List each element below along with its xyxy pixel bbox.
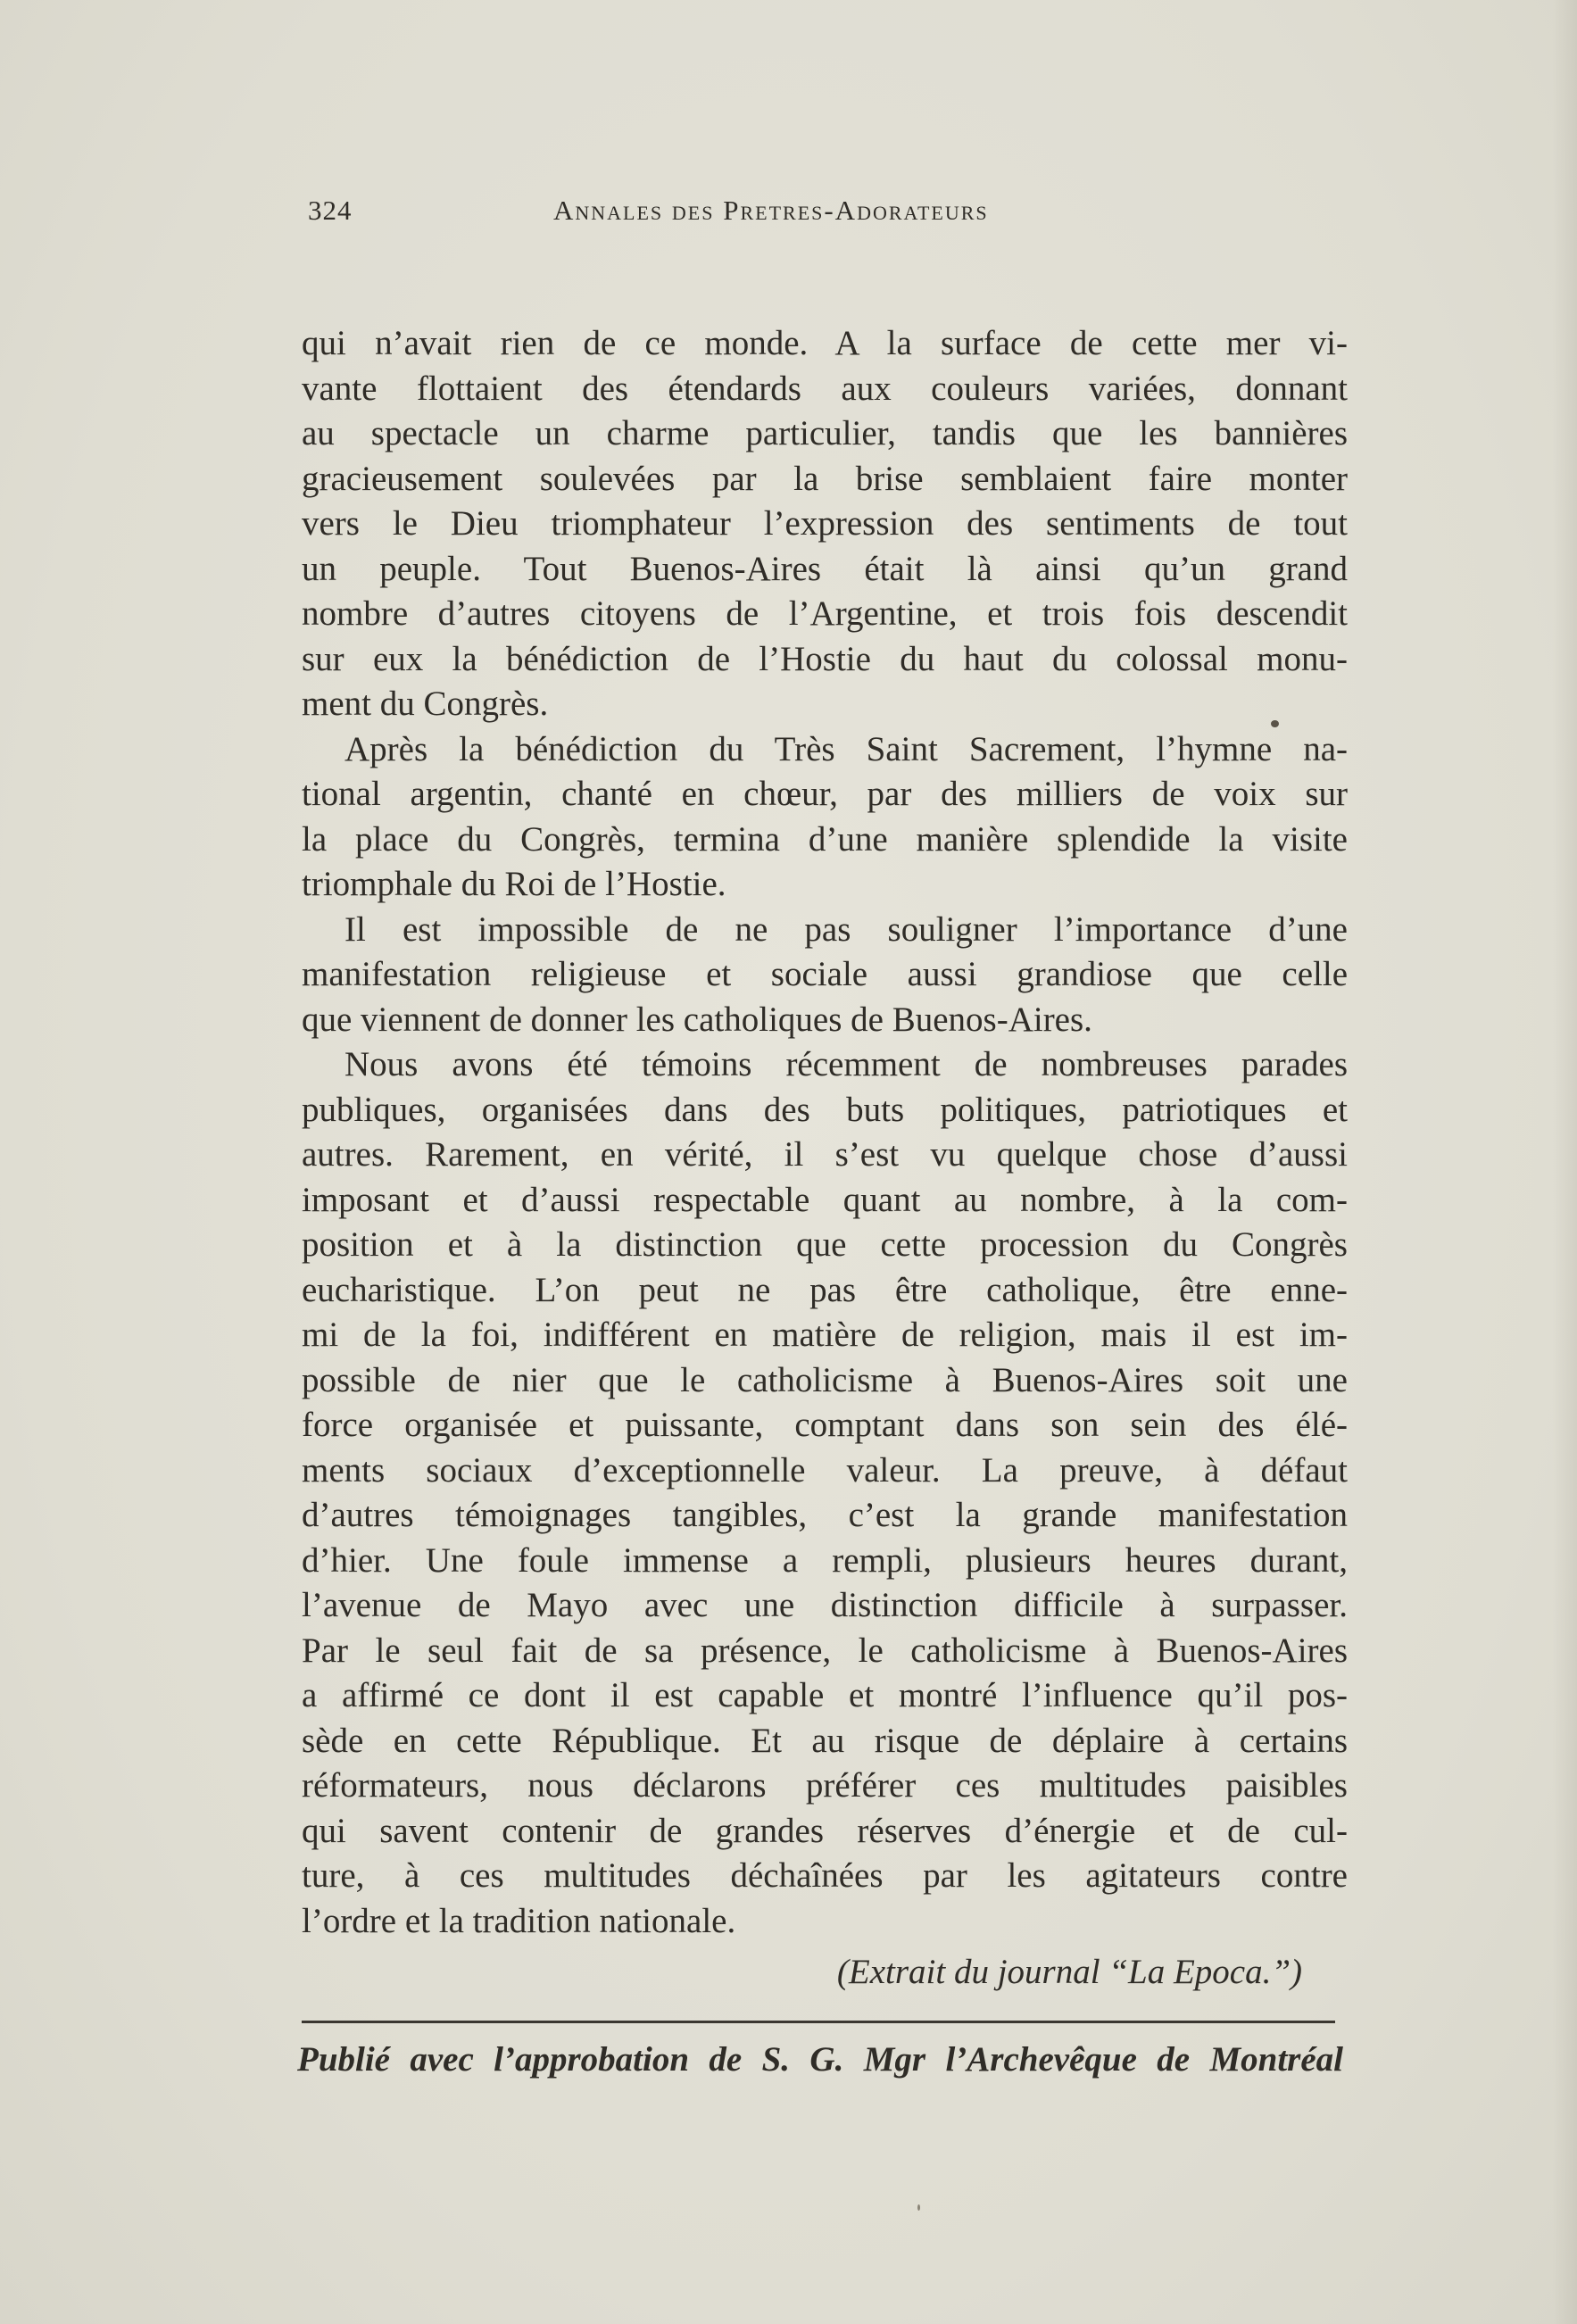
article-body <box>302 321 1348 1944</box>
running-header <box>308 191 1093 230</box>
footer-rule <box>302 2021 1335 2023</box>
text-line: possible de nier que le catholicisme à Buenos-Aires soit une <box>302 1360 1348 1399</box>
text-line: force organisée et puissante, comptant dans son sein des élé- <box>302 1406 1348 1444</box>
text-line: imposant et d’aussi respectable quant au nombre, à la com- <box>302 1180 1348 1219</box>
text-line: qui savent contenir de grandes réserves d’énergie et de cul- <box>302 1811 1348 1850</box>
text-line: vers le Dieu triomphateur l’expression des sentiments de tout <box>302 504 1348 543</box>
text-line: d’autres témoignages tangibles, c’est la grande manifestation <box>302 1496 1348 1534</box>
text-line: qui n’avait rien de ce monde. A la surface de cette mer vi- <box>302 324 1348 362</box>
text-line: Nous avons été témoins récemment de nombreuses parades <box>344 1045 1348 1083</box>
paragraph <box>302 1042 1348 1944</box>
text-line: l’avenue de Mayo avec une distinction difficile à surpasser. <box>302 1586 1348 1624</box>
text-line: sède en cette République. Et au risque de déplaire à certains <box>302 1721 1348 1760</box>
page-number: 324 <box>308 195 353 226</box>
text-line: d’hier. Une foule immense a rempli, plusieurs heures durant, <box>302 1540 1348 1580</box>
text-line: que viennent de donner les catholiques de Buenos-Aires. <box>302 1000 1092 1039</box>
text-line: position et à la distinction que cette procession du Congrès <box>302 1225 1348 1264</box>
text-line: sur eux la bénédiction de l’Hostie du haut du colossal monu- <box>302 639 1348 678</box>
paragraph <box>302 727 1348 908</box>
page-edge-shadow <box>1552 0 1577 2324</box>
text-line: nombre d’autres citoyens de l’Argentine, et trois fois descendit <box>302 594 1348 633</box>
ink-speck <box>917 2204 920 2211</box>
text-line: ments sociaux d’exceptionnelle valeur. La preuve, à défaut <box>302 1450 1348 1490</box>
text-line: la place du Congrès, termina d’une manière splendide la visite <box>302 819 1348 859</box>
text-line: gracieusement soulevées par la brise semblaient faire monter <box>302 459 1348 498</box>
text-line: manifestation religieuse et sociale aussi grandiose que celle <box>302 955 1348 993</box>
text-line: eucharistique. L’on peut ne pas être catholique, être enne- <box>302 1270 1348 1309</box>
text-line: Par le seul fait de sa présence, le catholicisme à Buenos-Aires <box>302 1631 1348 1670</box>
paragraph <box>302 321 1348 727</box>
text-line: tional argentin, chanté en chœur, par des milliers de voix sur <box>302 775 1348 813</box>
text-line: vante flottaient des étendards aux couleurs variées, donnant <box>302 369 1348 408</box>
running-title: Annales des Pretres-Adorateurs <box>553 195 989 226</box>
text-line: ment du Congrès. <box>302 685 549 723</box>
imprimatur-line: Publié avec l’approbation de S. G. Mgr l’Archevêque de Montréal <box>297 2040 1343 2079</box>
text-line: un peuple. Tout Buenos-Aires était là ainsi qu’un grand <box>302 549 1348 588</box>
text-line: publiques, organisées dans des buts politiques, patriotiques et <box>302 1090 1348 1129</box>
source-citation: (Extrait du journal “La Epoca.”) <box>836 1953 1302 1991</box>
text-line: ture, à ces multitudes déchaînées par les agitateurs contre <box>302 1856 1348 1895</box>
text-line: mi de la foi, indifférent en matière de religion, mais il est im- <box>302 1316 1348 1354</box>
text-line: l’ordre et la tradition nationale. <box>302 1901 736 1940</box>
text-line: Il est impossible de ne pas souligner l’importance d’une <box>344 909 1348 949</box>
text-line: au spectacle un charme particulier, tandis que les bannières <box>302 414 1348 452</box>
paragraph <box>302 908 1348 1043</box>
ink-speck <box>1271 720 1279 727</box>
text-line: a affirmé ce dont il est capable et montré l’influence qu’il pos- <box>302 1676 1348 1714</box>
text-line: Après la bénédiction du Très Saint Sacrement, l’hymne na- <box>344 729 1348 768</box>
text-line: réformateurs, nous déclarons préférer ces multitudes paisibles <box>302 1766 1348 1805</box>
text-line: autres. Rarement, en vérité, il s’est vu quelque chose d’aussi <box>302 1135 1348 1174</box>
text-line: triomphale du Roi de l’Hostie. <box>302 865 726 903</box>
